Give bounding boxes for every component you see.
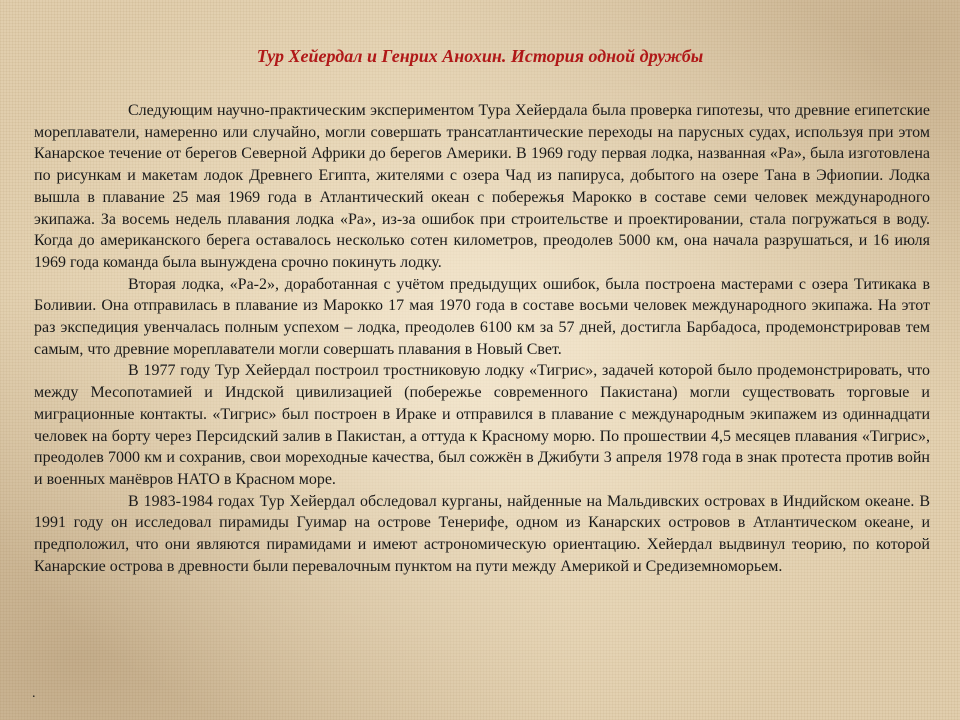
- slide-title: Тур Хейердал и Генрих Анохин. История одной дружбы: [256, 46, 704, 66]
- paragraph-ra-2: Вторая лодка, «Ра-2», доработанная с учётом предыдущих ошибок, была построена мастерами с озера Титикака в Боливии. Она отправилась в плавание из Марокко 17 мая 1970 года в составе восьми человек международного экипажа. На этот раз экспедиция увенчалась полным успехом – лодка, преодолев 6100 км за 57 дней, достигла Барбадоса, продемонстрировав тем самым, что древние мореплаватели могли совершать плавания в Новый Свет.: [34, 275, 930, 358]
- paragraph-maldives-tenerife: В 1983-1984 годах Тур Хейердал обследовал курганы, найденные на Мальдивских островах в Индийском океане. В 1991 году он исследовал пирамиды Гуимар на острове Тенерифе, одном из Канарских островов в Атлантическом океане, и предположил, что они являются пирамидами и имеют астрономическую ориентацию. Хейердал выдвинул теорию, по которой Канарские острова в древности были перевалочным пунктом на пути между Америкой и Средиземноморьем.: [34, 492, 930, 575]
- body-text: [34, 100, 930, 577]
- trailing-dot: .: [32, 686, 36, 701]
- paragraph-tigris: В 1977 году Тур Хейердал построил тростниковую лодку «Тигрис», задачей которой было продемонстрировать, что между Месопотамией и Индской цивилизацией (побережье современного Пакистана) могли существовать торговые и миграционные контакты. «Тигрис» был построен в Ираке и отправился в плавание с международным экипажем из одиннадцати человек на борту через Персидский залив в Пакистан, а оттуда к Красному морю. По прошествии 4,5 месяцев плавания «Тигрис», преодолев 7000 км и сохранив, свои мореходные качества, был сожжён в Джибути 3 апреля 1978 года в знак протеста против войн и военных манёвров НАТО в Красном море.: [34, 362, 930, 488]
- paragraph-ra: Следующим научно-практическим экспериментом Тура Хейердала была проверка гипотезы, что древние египетские мореплаватели, намеренно или случайно, могли совершать трансатлантические переходы на парусных судах, используя при этом Канарское течение от берегов Северной Африки до берегов Америки. В 1969 году первая лодка, названная «Ра», была изготовлена по рисункам и макетам лодок Древнего Египта, жителями с озера Чад из папируса, добытого на озере Тана в Эфиопии. Лодка вышла в плавание 25 мая 1969 года в Атлантический океан с побережья Марокко в составе семи человек международного экипажа. За восемь недель плавания лодка «Ра», из-за ошибок при строительстве и проектировании, стала погружаться в воду. Когда до американского берега оставалось несколько сотен километров, преодолев 5000 км, она начала разрушаться, и 16 июля 1969 года команда была вынуждена срочно покинуть лодку.: [34, 102, 930, 271]
